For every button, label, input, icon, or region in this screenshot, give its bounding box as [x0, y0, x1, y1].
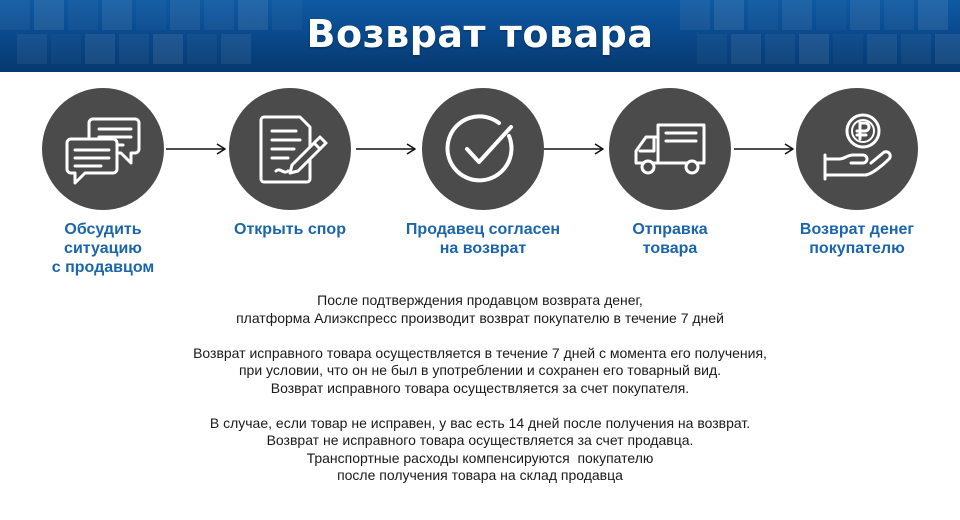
- step-circle: [796, 88, 918, 210]
- info-line: Возврат не исправного товара осуществляется за счет продавца.: [266, 432, 694, 448]
- step-label: Обсудить ситуацию с продавцом: [51, 221, 155, 276]
- page-title: Возврат товара: [306, 12, 654, 56]
- step-open-dispute: [200, 88, 380, 239]
- step-label: Продавец согласен на возврат: [405, 221, 561, 257]
- info-line: Возврат исправного товара осуществляется в течение 7 дней с момента его получения,: [193, 344, 767, 361]
- delivery-truck-icon: [630, 109, 710, 189]
- step-ship-item: [580, 88, 760, 258]
- info-line: После подтверждения продавцом возврата денег,: [317, 292, 643, 308]
- checkmark-circle-icon: [443, 109, 523, 189]
- document-pen-icon: [250, 109, 330, 189]
- step-circle: [422, 88, 544, 210]
- info-paragraph: [0, 345, 960, 398]
- step-label: Возврат денег покупателю: [799, 221, 915, 257]
- step-circle: [42, 88, 164, 210]
- header-banner: [0, 0, 960, 72]
- info-line: Возврат исправного товара осуществляется за счет покупателя.: [270, 379, 690, 396]
- info-text: [0, 292, 960, 502]
- process-steps: [0, 88, 960, 288]
- chat-bubbles-icon: [63, 109, 143, 189]
- step-discuss: [13, 88, 193, 277]
- info-line: В случае, если товар не исправен, у вас есть 14 дней после получения на возврат.: [209, 414, 751, 431]
- step-refund: [767, 88, 947, 258]
- info-line: после получения товара на склад продавца: [337, 467, 623, 483]
- step-seller-agrees: [393, 88, 573, 258]
- info-line: Транспортные расходы компенсируются покупателю: [306, 449, 654, 466]
- step-label: Отправка товара: [632, 221, 708, 257]
- info-paragraph: [0, 415, 960, 485]
- ruble-hand-icon: [817, 109, 897, 189]
- info-paragraph: [0, 292, 960, 327]
- step-label: Открыть спор: [234, 221, 346, 238]
- step-circle: [229, 88, 351, 210]
- info-line: при условии, что он не был в употреблении и сохранен его товарный вид.: [238, 362, 722, 378]
- step-circle: [609, 88, 731, 210]
- info-line: платформа Алиэкспресс производит возврат покупателю в течение 7 дней: [236, 309, 724, 326]
